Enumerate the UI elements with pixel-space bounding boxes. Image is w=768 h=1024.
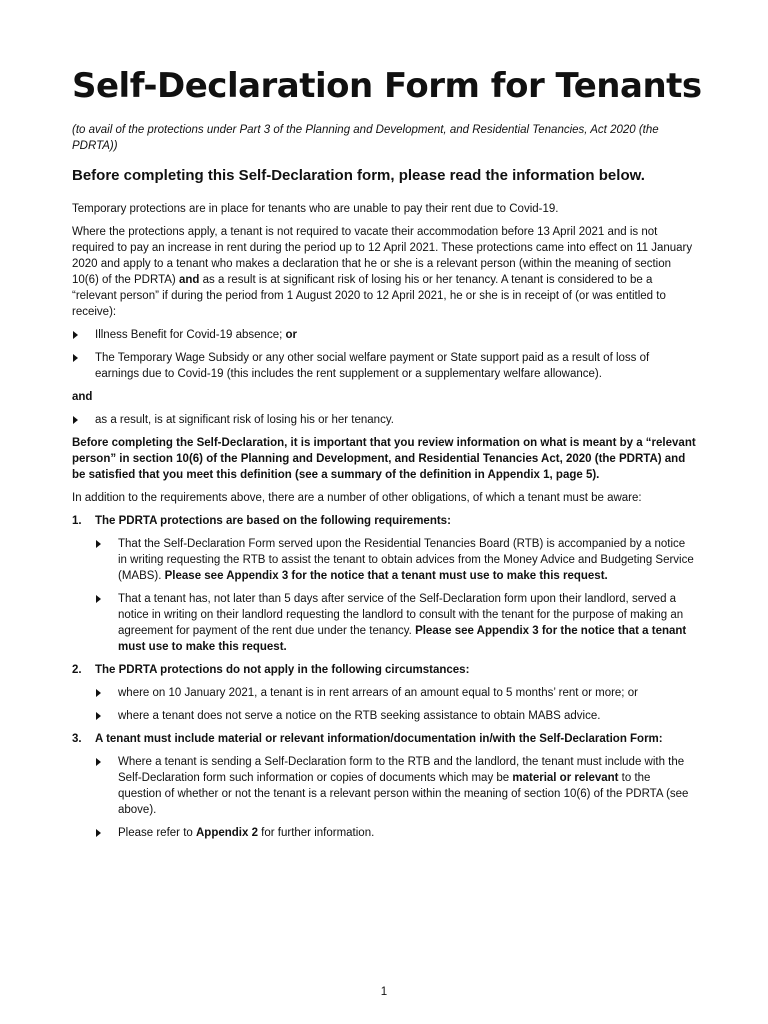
obligations-list [72,513,696,841]
list-item-text: as a result, is at significant risk of losing his or her tenancy. [95,414,394,426]
list-item-text: Please refer to [118,827,196,839]
section-subheading: The PDRTA protections are based on the following requirements: [95,515,451,527]
section-heading: Before completing this Self-Declaration form, please read the information below. [72,167,645,184]
relevant-person-list [72,327,696,382]
intro-paragraph: Temporary protections are in place for tenants who are unable to pay their rent due to Covid-19. [72,203,559,215]
list-item-bold: Please see Appendix 3 for the notice that a tenant must use to make this request. [164,570,608,582]
risk-list [72,412,696,428]
list-item [95,825,696,841]
circumstances-list [95,685,696,724]
section-number: 2. [72,664,82,676]
list-item-bold: Appendix 2 [195,827,258,839]
list-item [95,754,696,818]
list-item-text: where on 10 January 2021, a tenant is in rent arrears of an amount equal to 5 months’ rent or more; or [118,687,638,699]
protections-and: and [178,274,200,286]
documentation-list [95,754,696,841]
list-item-text: for further information. [257,827,375,839]
list-item [95,685,696,701]
list-item-text: That the Self-Declaration Form served upon the Residential Tenancies Board (RTB) is accompanied by a notice in writing requesting the RTB to assist the tenant to obtain advices from the Money Advice and Budgeting Service (MABS). [118,538,694,582]
list-item-text: That a tenant has, not later than 5 days after service of the Self-Declaration form upon their landlord, served a notice in writing on their landlord requesting the landlord to consult with the tenant for the purpose of making an agreement for payment of the rent due under the tenancy. [118,593,684,637]
list-item-text: where a tenant does not serve a notice on the RTB seeking assistance to obtain MABS advice. [118,710,601,722]
protections-text-c: as a result is at significant risk of losing his or her tenancy. A tenant is considered to be a “relevant person” if during the period from 1 August 2020 to 12 April 2021, he or she is in receipt of (or was entitled to receive): [72,274,666,318]
section-subheading: A tenant must include material or relevant information/documentation in/with the Self-Declaration Form: [95,733,663,745]
list-item-bold: Please see Appendix 3 for the notice that a tenant must use to make this request. [118,625,687,653]
list-item-or: or [285,329,297,341]
page-title: Self-Declaration Form for Tenants [72,66,702,106]
list-item [95,591,696,655]
list-item [72,350,696,382]
important-paragraph: Before completing the Self-Declaration, it is important that you review information on what is meant by a “relevant person” in section 10(6) of the Planning and Development, and Residential Tenancies Act, 2020 (the PDRTA) and be satisfied that you meet this definition (see a summary of the definition in Appendix 1, page 5). [72,437,696,481]
subtitle: (to avail of the protections under Part 3 of the Planning and Development, and Residential Tenancies, Act 2020 (the PDRTA)) [72,124,659,152]
obligation-section-2 [72,662,696,724]
document-body [72,201,696,848]
list-item-text: to the question of whether or not the tenant is a relevant person within the meaning of section 10(6) of the PDRTA (see above). [118,772,689,816]
list-item-text: The Temporary Wage Subsidy or any other social welfare payment or State support paid as a result of loss of earnings due to Covid-19 (this includes the rent supplement or a supplementary welfare allowance). [95,352,650,380]
list-item-text: Where a tenant is sending a Self-Declaration form to the RTB and the landlord, the tenant must include with the Self-Declaration form such information or copies of documents which may be [118,756,685,784]
list-item-text: Illness Benefit for Covid-19 absence; [95,329,286,341]
page-number: 1 [380,986,388,998]
obligation-section-1 [72,513,696,655]
protections-paragraph [72,224,696,320]
requirements-list [95,536,696,655]
section-number: 1. [72,515,82,527]
list-item-bold: material or relevant [512,772,619,784]
protections-text-a: Where the protections apply, a tenant is not required to vacate their accommodation before 13 April 2021 and is not required to pay an increase in rent during the period up to 12 April 2021. These protections came into effect on 11 January 2020 and apply to a tenant who makes a declaration that he or she is a relevant person (within the meaning of section 10(6) of the PDRTA) [72,226,693,286]
section-number: 3. [72,733,82,745]
list-item [95,536,696,584]
section-subheading: The PDRTA protections do not apply in the following circumstances: [95,664,470,676]
and-label: and [72,391,93,403]
obligations-paragraph: In addition to the requirements above, there are a number of other obligations, of which a tenant must be aware: [72,492,642,504]
list-item [95,708,696,724]
list-item [72,327,696,343]
obligation-section-3 [72,731,696,841]
list-item [72,412,696,428]
